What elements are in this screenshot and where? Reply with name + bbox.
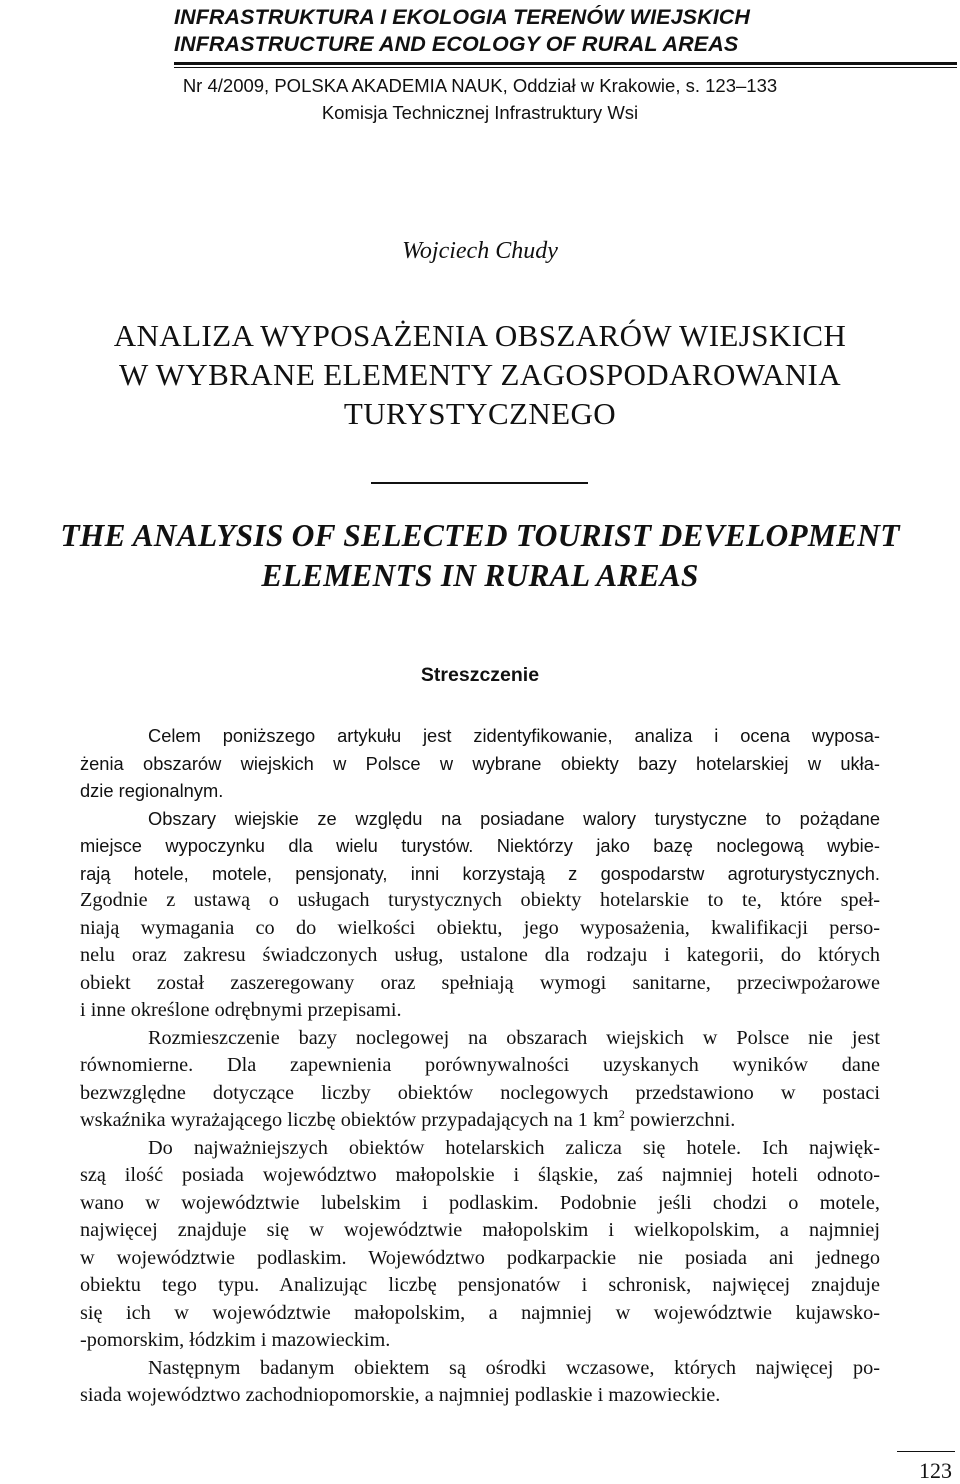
- abstract-line: siada województwo zachodniopomorskie, a najmniej podlaskie i mazowieckie.: [80, 1384, 721, 1406]
- abstract-line: rają hotele, motele, pensjonaty, inni korzystają z gospodarstw agroturystycznych.: [80, 862, 880, 884]
- abstract-line: Celem poniższego artykułu jest zidentyfikowanie, analiza i ocena wyposa-: [148, 725, 880, 746]
- abstract-line: obiektu tego typu. Analizując liczbę pensjonatów i schronisk, najwięcej znajduje: [80, 1274, 880, 1296]
- journal-header: [174, 4, 934, 58]
- abstract-body: [80, 722, 880, 1410]
- abstract-line: się ich w województwie małopolskim, a najmniej w województwie kujawsko-: [80, 1301, 880, 1324]
- abstract-line: bezwzględne dotyczące liczby obiektów noclegowych przedstawiono w postaci: [80, 1081, 880, 1104]
- abstract-line: -pomorskim, łódzkim i mazowieckim.: [80, 1329, 391, 1351]
- page-number: 123: [919, 1458, 952, 1483]
- abstract-line: obiekt został zaszeregowany oraz spełniają wymogi sanitarne, przeciwpożarowe: [80, 971, 880, 994]
- journal-meta: [160, 72, 800, 126]
- abstract-line: dzie regionalnym.: [80, 780, 224, 801]
- abstract-line: Następnym badanym obiektem są ośrodki wczasowe, których najwięcej po-: [148, 1356, 880, 1379]
- abstract-line: w województwie podlaskim. Województwo podkarpackie nie posiada ani jednego: [80, 1246, 880, 1269]
- abstract-line: równomierne. Dla zapewnienia porównywalności uzyskanych wyników dane: [80, 1054, 880, 1076]
- abstract-line: najwięcej znajduje się w województwie małopolskim i wielkopolskim, a najmniej: [80, 1219, 880, 1241]
- abstract-line: nelu oraz zakresu świadczonych usług, ustalone dla rodzaju i kategorii, do których: [80, 944, 880, 966]
- abstract-line: Do najważniejszych obiektów hotelarskich zalicza się hotele. Ich najwięk-: [148, 1136, 880, 1159]
- article-author: Wojciech Chudy: [402, 238, 558, 264]
- abstract-line-text: wskaźnika wyrażającego liczbę obiektów przypadających na 1 km: [80, 1109, 619, 1131]
- title-pl-line: W WYBRANE ELEMENTY ZAGOSPODAROWANIA: [118, 357, 842, 392]
- header-rule-thick: [174, 62, 957, 65]
- title-en-line: ELEMENTS IN RURAL AREAS: [261, 558, 699, 593]
- abstract-line: żenia obszarów wiejskich w Polsce w wybrane obiekty bazy hotelarskiej w ukła-: [80, 752, 880, 774]
- abstract-line: Obszary wiejskie ze względu na posiadane walory turystyczne to pożądane: [148, 807, 880, 829]
- abstract-line: Zgodnie z ustawą o usługach turystycznych obiekty hotelarskie to te, które speł-: [80, 889, 880, 911]
- abstract-line: i inne określone odrębnymi przepisami.: [80, 999, 402, 1021]
- journal-commission: Komisja Technicznej Infrastruktury Wsi: [321, 102, 639, 123]
- page-number-rule: [897, 1451, 955, 1452]
- title-en-line: THE ANALYSIS OF SELECTED TOURIST DEVELOPMENT: [60, 518, 900, 553]
- journal-title-en: INFRASTRUCTURE AND ECOLOGY OF RURAL AREAS: [174, 32, 739, 56]
- abstract-line-km2: [80, 1107, 880, 1135]
- abstract-line: wano w województwie lubelskim i podlaskim. Podobnie jeśli chodzi o motele,: [80, 1191, 880, 1214]
- journal-title-pl: INFRASTRUKTURA I EKOLOGIA TERENÓW WIEJSKICH: [174, 5, 751, 29]
- abstract-line: szą ilość posiada województwo małopolskie i śląskie, zaś najmniej hoteli odnoto-: [80, 1164, 880, 1186]
- header-rule-thin: [174, 67, 957, 68]
- journal-issue-info: Nr 4/2009, POLSKA AKADEMIA NAUK, Oddział w Krakowie, s. 123–133: [182, 75, 778, 96]
- article-title-pl: [0, 316, 960, 433]
- abstract-line: Rozmieszczenie bazy noclegowej na obszarach wiejskich w Polsce nie jest: [148, 1026, 880, 1049]
- abstract-heading: Streszczenie: [420, 664, 540, 686]
- abstract-line: niają wymagania co do wielkości obiektu, jego wyposażenia, kwalifikacji perso-: [80, 916, 880, 939]
- title-divider: [371, 482, 588, 484]
- superscript-2: 2: [618, 1107, 625, 1122]
- abstract-line-tail: powierzchni.: [624, 1109, 736, 1131]
- article-title-en: [0, 516, 960, 596]
- abstract-line: miejsce wypoczynku dla wielu turystów. Niektórzy jako bazę noclegową wybie-: [80, 835, 880, 856]
- title-pl-line: TURYSTYCZNEGO: [343, 396, 617, 431]
- title-pl-line: ANALIZA WYPOSAŻENIA OBSZARÓW WIEJSKICH: [113, 318, 847, 353]
